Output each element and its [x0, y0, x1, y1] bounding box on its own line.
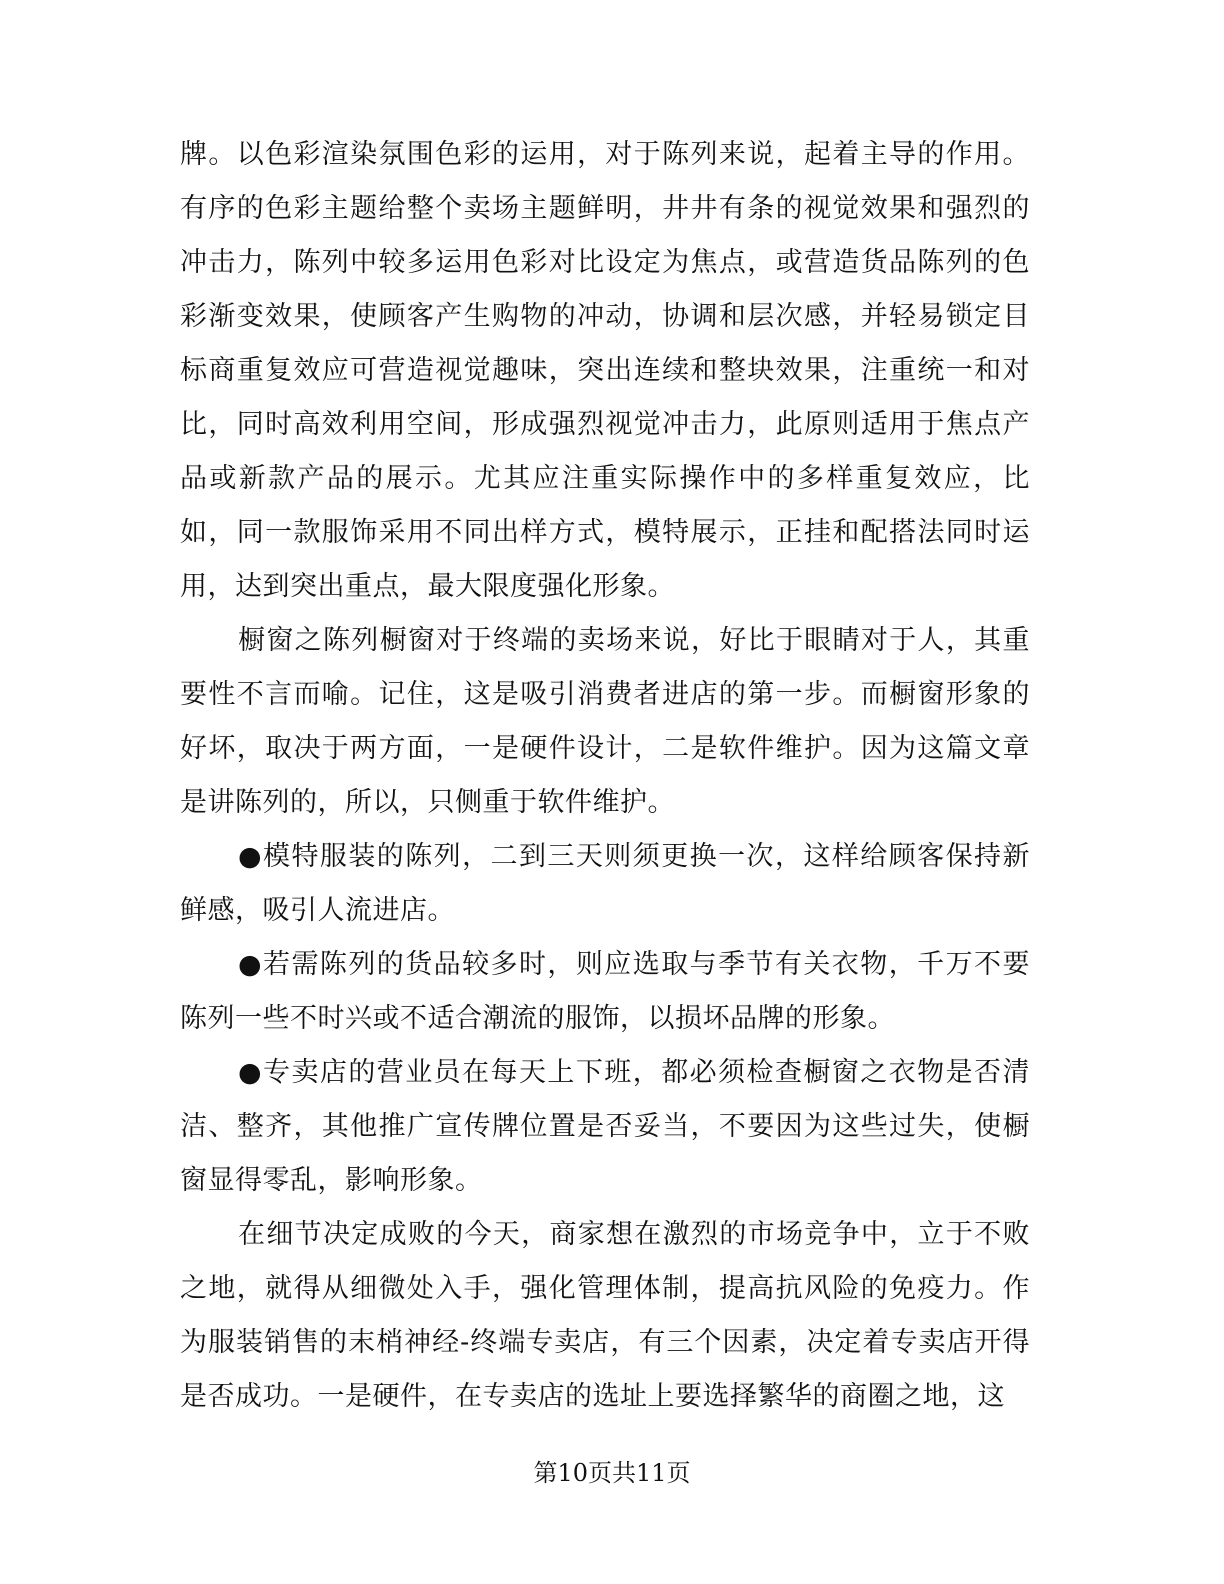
bullet-many-goods: ●若需陈列的货品较多时，则应选取与季节有关衣物，千万不要陈列一些不时兴或不适合潮流的服饰，以损坏品牌的形象。	[180, 949, 1030, 1034]
bullet-staff-check: ●专卖店的营业员在每天上下班，都必须检查橱窗之衣物是否清洁、整齐，其他推广宣传牌位置是否妥当，不要因为这些过失，使橱窗显得零乱，影响形象。	[180, 1057, 1030, 1196]
bullet-model-clothing: ●模特服装的陈列，二到三天则须更换一次，这样给顾客保持新鲜感，吸引人流进店。	[180, 841, 1030, 926]
paragraph-window-display: 橱窗之陈列橱窗对于终端的卖场来说，好比于眼睛对于人，其重要性不言而喻。记住，这是吸引消费者进店的第一步。而橱窗形象的好坏，取决于两方面，一是硬件设计，二是软件维护。因为这篇文章是讲陈列的，所以，只侧重于软件维护。	[180, 625, 1030, 818]
paragraph-color-display: 牌。以色彩渲染氛围色彩的运用，对于陈列来说，起着主导的作用。有序的色彩主题给整个卖场主题鲜明，井井有条的视觉效果和强烈的冲击力，陈列中较多运用色彩对比设定为焦点，或营造货品陈列的色彩渐变效果，使顾客产生购物的冲动，协调和层次感，并轻易锁定目标商重复效应可营造视觉趣味，突出连续和整块效果，注重统一和对比，同时高效利用空间，形成强烈视觉冲击力，此原则适用于焦点产品或新款产品的展示。尤其应注重实际操作中的多样重复效应，比如，同一款服饰采用不同出样方式，模特展示，正挂和配搭法同时运用，达到突出重点，最大限度强化形象。	[180, 139, 1030, 602]
body-text	[180, 128, 1030, 1424]
page-number-footer: 第10页共11页	[533, 1459, 691, 1487]
paragraph-details-success: 在细节决定成败的今天，商家想在激烈的市场竞争中，立于不败之地，就得从细微处入手，强化管理体制，提高抗风险的免疫力。作为服装销售的末梢神经-终端专卖店，有三个因素，决定着专卖店开得是否成功。一是硬件，在专卖店的选址上要选择繁华的商圈之地，这	[180, 1219, 1030, 1412]
